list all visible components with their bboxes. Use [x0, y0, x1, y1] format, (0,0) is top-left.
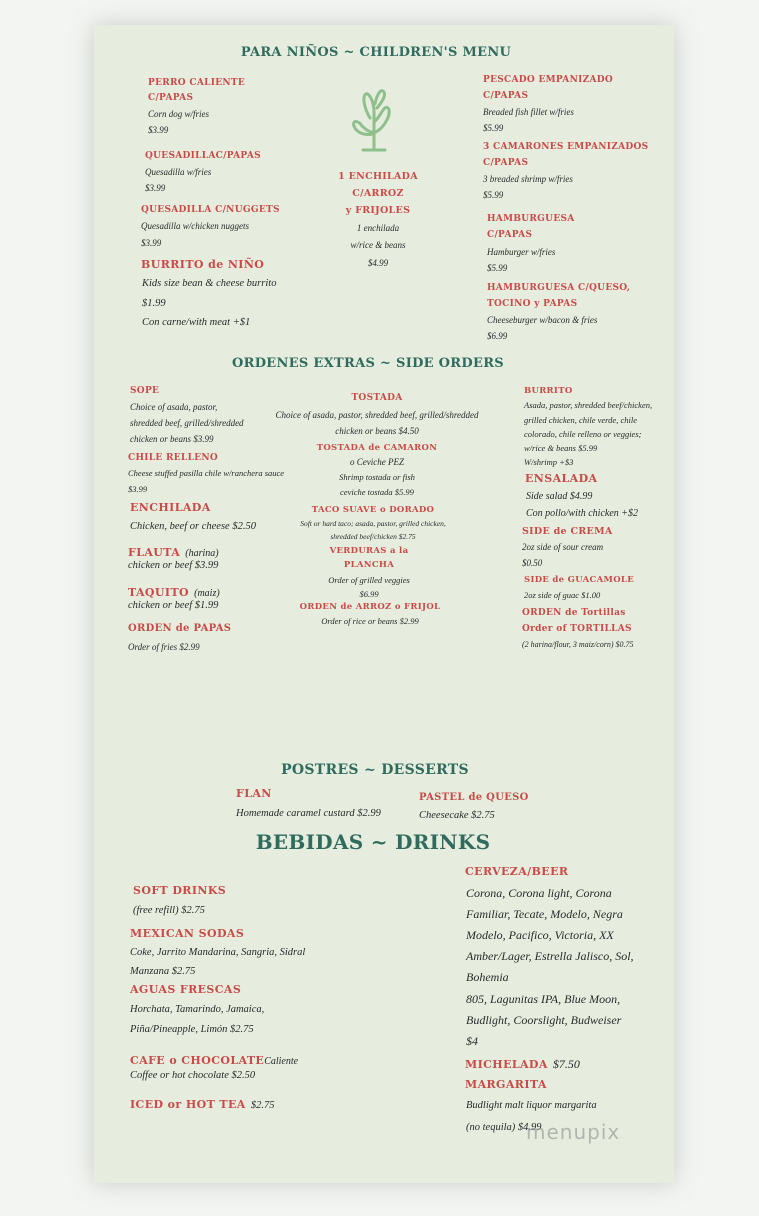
drink-item-desc: Horchata, Tamarindo, Jamaica, — [130, 1004, 265, 1015]
side-item-desc: W/shrimp +$3 — [524, 457, 574, 467]
drink-item-heading: AGUAS FRESCAS — [130, 983, 242, 996]
beer-list-line: Amber/Lager, Estrella Jalisco, Sol, — [466, 949, 634, 963]
kids-item-price: $5.99 — [483, 190, 504, 200]
kids-item-heading: 1 ENCHILADA — [338, 171, 418, 182]
side-item-desc: shredded beef/chicken $2.75 — [330, 532, 416, 541]
kids-section-title: PARA NIÑOS ~ CHILDREN'S MENU — [240, 45, 512, 60]
kids-item-desc: Quesadilla w/chicken nuggets — [141, 221, 249, 231]
sides-section-title: ORDENES EXTRAS ~ SIDE ORDERS — [232, 356, 504, 371]
side-item-heading: BURRITO — [524, 386, 573, 396]
side-item-heading: ENCHILADA — [130, 501, 211, 514]
side-item-desc: chicken or beans $3.99 — [130, 434, 214, 444]
kids-item-heading: C/PAPAS — [483, 158, 529, 168]
drink-item-note: Caliente — [264, 1056, 299, 1067]
drink-item-desc: Manzana $2.75 — [130, 966, 196, 977]
drink-item-desc: Budlight malt liquor margarita — [466, 1100, 597, 1111]
kids-item-price: $6.99 — [487, 331, 508, 341]
side-item-heading: SOPE — [130, 386, 160, 396]
side-item-desc: ceviche tostada $5.99 — [340, 487, 414, 497]
side-item-desc: Chicken, beef or cheese $2.50 — [130, 521, 256, 532]
kids-item-price: $3.99 — [141, 238, 162, 248]
side-item-heading: TOSTADA — [351, 393, 403, 403]
drink-item-desc: Piña/Pineapple, Limón $2.75 — [130, 1024, 254, 1035]
dessert-item-desc: Homemade caramel custard $2.99 — [236, 808, 381, 819]
kids-item-desc: Hamburger w/fries — [487, 247, 556, 257]
drink-item-heading: MICHELADA — [465, 1058, 548, 1071]
drink-item-heading: SOFT DRINKS — [133, 884, 227, 897]
side-item-heading: SIDE de GUACAMOLE — [524, 575, 634, 585]
side-item-heading: ENSALADA — [525, 472, 598, 485]
drink-item-price: $7.50 — [552, 1057, 580, 1071]
side-item-heading: PLANCHA — [343, 560, 395, 570]
side-item-desc: colorado, chile relleno or veggies; — [524, 429, 642, 439]
side-item-desc: Con pollo/with chicken +$2 — [526, 508, 639, 519]
kids-item-heading: 3 CAMARONES EMPANIZADOS — [483, 142, 649, 152]
kids-item-price: $5.99 — [487, 263, 508, 273]
side-item-desc: (2 harina/flour, 3 maiz/corn) $0.75 — [522, 640, 634, 649]
side-item-desc: chicken or beans $4.50 — [335, 426, 419, 436]
side-item-desc: grilled chicken, chile verde, chile — [524, 415, 637, 425]
side-item-desc: Order of grilled veggies — [328, 575, 410, 585]
side-item-desc: Shrimp tostada or fish — [339, 472, 415, 482]
kids-item-desc: Cheeseburger w/bacon & fries — [487, 315, 598, 325]
kids-item-heading: C/PAPAS — [487, 230, 533, 240]
kids-item-desc: Breaded fish fillet w/fries — [483, 107, 574, 117]
beer-list-line: Corona, Corona light, Corona — [466, 886, 612, 900]
side-item-desc: 2oz side of guac $1.00 — [524, 590, 601, 600]
side-item-desc: Choice of asada, pastor, shredded beef, grilled/shredded — [275, 410, 479, 420]
side-item-desc: Cheese stuffed pasilla chile w/ranchera sauce — [128, 468, 285, 478]
kids-item-heading: HAMBURGUESA C/QUESO, — [487, 283, 631, 293]
kids-item-price: $3.99 — [148, 125, 169, 135]
side-item-heading: CHILE RELLENO — [128, 453, 219, 463]
side-item-note: (maiz) — [194, 588, 220, 599]
kids-item-heading: QUESADILLAC/PAPAS — [145, 151, 261, 161]
side-item-taquito — [128, 581, 220, 600]
kids-item-heading: y FRIJOLES — [345, 205, 411, 216]
kids-item-heading: HAMBURGUESA — [487, 214, 575, 224]
side-item-desc: w/rice & beans $5.99 — [524, 443, 598, 453]
side-item-desc: shredded beef, grilled/shredded — [130, 418, 244, 428]
side-item-heading: TOSTADA de CAMARON — [316, 443, 438, 453]
drink-item-cafe — [130, 1049, 298, 1068]
side-item-heading: TAQUITO — [128, 586, 190, 599]
drink-item-heading: MEXICAN SODAS — [130, 927, 245, 940]
side-item-desc: chicken or beef $1.99 — [128, 600, 219, 611]
drinks-section-title: BEBIDAS ~ DRINKS — [255, 830, 491, 854]
kids-item-price: $5.99 — [483, 123, 504, 133]
kids-item-heading: C/PAPAS — [148, 93, 194, 103]
drink-item-price: $2.75 — [250, 1100, 275, 1111]
kids-item-heading: C/PAPAS — [483, 91, 529, 101]
drink-item-desc: (no tequila) $4.99 — [466, 1122, 542, 1133]
drink-item-desc: Coffee or hot chocolate $2.50 — [130, 1070, 256, 1081]
side-item-heading: TACO SUAVE o DORADO — [311, 505, 435, 515]
side-item-note: (harina) — [185, 548, 219, 559]
drink-item-heading: MARGARITA — [465, 1078, 547, 1091]
desserts-section-title: POSTRES ~ DESSERTS — [281, 762, 469, 778]
side-item-desc: Order of fries $2.99 — [128, 642, 200, 652]
side-item-price: $6.99 — [359, 589, 379, 599]
drink-item-heading: ICED or HOT TEA — [130, 1098, 246, 1111]
beer-list-line: Familiar, Tecate, Modelo, Negra — [466, 907, 623, 921]
side-item-heading: ORDEN de ARROZ o FRIJOL — [299, 602, 441, 612]
side-item-heading: VERDURAS a la — [329, 546, 409, 556]
kids-item-price: $4.99 — [367, 258, 389, 268]
drink-item-tea — [130, 1093, 274, 1112]
kids-item-extra: Con carne/with meat +$1 — [142, 317, 251, 328]
menu-page — [94, 25, 674, 1183]
kids-item-desc: 1 enchilada — [356, 223, 400, 233]
side-item-desc: Soft or hard taco; asada, pastor, grilled chicken, — [300, 519, 446, 528]
side-item-heading: ORDEN de PAPAS — [128, 623, 232, 634]
kids-item-price: $1.99 — [142, 298, 166, 309]
kids-item-desc: Kids size bean & cheese burrito — [142, 278, 277, 289]
side-item-desc: Order of rice or beans $2.99 — [321, 616, 419, 626]
kids-item-heading: TOCINO y PAPAS — [487, 299, 578, 309]
kids-item-heading: C/ARROZ — [352, 188, 404, 199]
side-item-heading: SIDE de CREMA — [522, 526, 613, 537]
drink-item-desc: (free refill) $2.75 — [133, 905, 205, 916]
side-item-desc: chicken or beef $3.99 — [128, 560, 219, 571]
beer-list-line: Modelo, Pacifico, Victoria, XX — [466, 928, 614, 942]
drink-item-heading: CAFE o CHOCOLATE — [130, 1054, 265, 1067]
watermark: menupix — [526, 1120, 621, 1144]
side-item-heading: ORDEN de Tortillas — [522, 608, 626, 618]
kids-item-desc: 3 breaded shrimp w/fries — [483, 174, 573, 184]
kids-item-heading: PERRO CALIENTE — [148, 78, 246, 88]
dessert-item-desc: Cheesecake $2.75 — [419, 810, 495, 821]
side-item-desc: Asada, pastor, shredded beef/chicken, — [524, 400, 653, 410]
kids-item-heading: QUESADILLA C/NUGGETS — [141, 205, 280, 215]
side-item-heading: Order of TORTILLAS — [522, 624, 632, 634]
kids-item-desc: w/rice & beans — [350, 240, 406, 250]
side-item-flauta — [128, 541, 219, 560]
side-item-desc: Side salad $4.99 — [526, 491, 593, 502]
drink-item-michelada — [465, 1053, 580, 1072]
kids-item-heading: BURRITO de NIÑO — [141, 258, 265, 271]
cactus-icon — [348, 82, 398, 158]
beer-list-line: Bohemia — [466, 970, 509, 984]
side-item-heading: o Ceviche PEZ — [350, 457, 404, 467]
beer-list-line: Budlight, Coorslight, Budweiser — [466, 1013, 622, 1027]
side-item-desc: Choice of asada, pastor, — [130, 402, 218, 412]
side-item-price: $3.99 — [128, 484, 148, 494]
side-item-price: $0.50 — [522, 558, 543, 568]
beer-list-line: $4 — [466, 1034, 478, 1048]
kids-item-desc: Corn dog w/fries — [148, 109, 210, 119]
kids-item-heading: PESCADO EMPANIZADO — [483, 75, 614, 85]
kids-item-price: $3.99 — [145, 183, 166, 193]
beer-list-line: 805, Lagunitas IPA, Blue Moon, — [466, 992, 621, 1006]
side-item-heading: FLAUTA — [128, 546, 181, 559]
dessert-item-heading: FLAN — [236, 787, 272, 800]
drink-item-desc: Coke, Jarrito Mandarina, Sangria, Sidral — [130, 947, 306, 958]
drink-item-heading: CERVEZA/BEER — [465, 865, 569, 878]
kids-item-desc: Quesadilla w/fries — [145, 167, 212, 177]
dessert-item-heading: PASTEL de QUESO — [419, 792, 529, 803]
side-item-desc: 2oz side of sour cream — [522, 542, 604, 552]
